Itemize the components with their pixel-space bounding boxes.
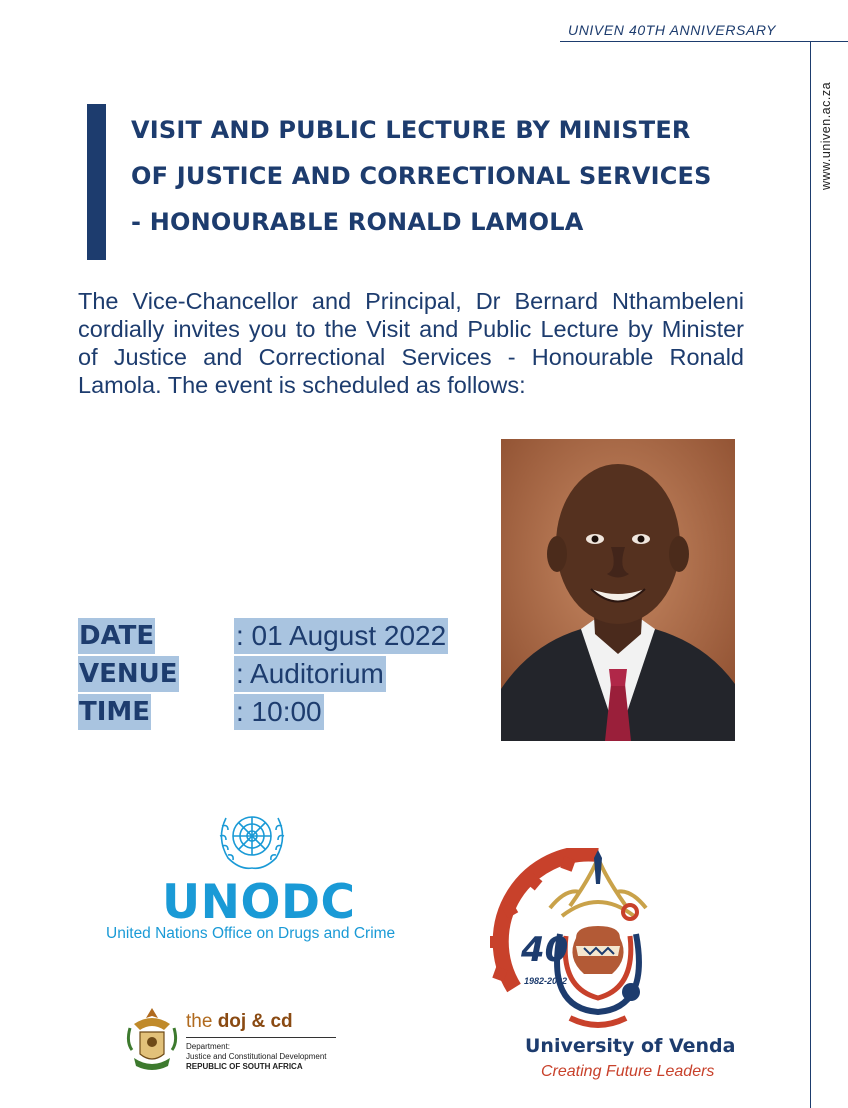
page-title (131, 107, 771, 245)
date-label: DATE (78, 618, 155, 654)
doj-department: Department: (186, 1042, 231, 1051)
header-rule (560, 41, 848, 42)
date-value: : 01 August 2022 (234, 618, 448, 654)
website-url[interactable]: www.univen.ac.za (819, 81, 833, 190)
invitation-paragraph: The Vice-Chancellor and Principal, Dr Bernard Nthambeleni cordially invites you to the Visit and Public Lecture by Minister of Justice and Correctional Services - Honourable Ronald Lamola. The event is scheduled as follows: (78, 288, 744, 398)
doj-title (186, 1011, 293, 1033)
doj-title-main: doj & cd (217, 1011, 293, 1032)
minister-portrait-illustration (501, 439, 735, 741)
minister-photo (501, 439, 735, 741)
doj-title-prefix: the (186, 1011, 218, 1032)
title-line-2: OF JUSTICE AND CORRECTIONAL SERVICES (131, 162, 712, 190)
title-line-1: VISIT AND PUBLIC LECTURE BY MINISTER (131, 116, 691, 144)
venue-label: VENUE (78, 656, 179, 692)
anniversary-header: UNIVEN 40TH ANNIVERSARY (568, 22, 777, 38)
title-line-3: - HONOURABLE RONALD LAMOLA (131, 208, 584, 236)
univen-anniversary-years: 1982-2022 (524, 976, 568, 986)
doj-divider (186, 1037, 336, 1038)
venue-value: : Auditorium (234, 656, 386, 692)
doj-department-name: Justice and Constitutional Development (186, 1052, 327, 1061)
unodc-subtitle: United Nations Office on Drugs and Crime (106, 925, 396, 942)
time-label: TIME (78, 694, 151, 730)
coat-of-arms-icon (124, 1004, 180, 1076)
title-accent-bar (87, 104, 106, 260)
unodc-name: UNODC (162, 875, 356, 930)
univen-tagline: Creating Future Leaders (541, 1063, 715, 1080)
univen-anniversary-number: 40 (521, 930, 569, 970)
doj-country: REPUBLIC OF SOUTH AFRICA (186, 1062, 303, 1071)
un-emblem-icon (212, 806, 292, 874)
univen-40-emblem-icon (480, 848, 716, 1036)
time-value: : 10:00 (234, 694, 324, 730)
univen-name: University of Venda (525, 1035, 736, 1057)
side-rule (810, 41, 811, 1108)
